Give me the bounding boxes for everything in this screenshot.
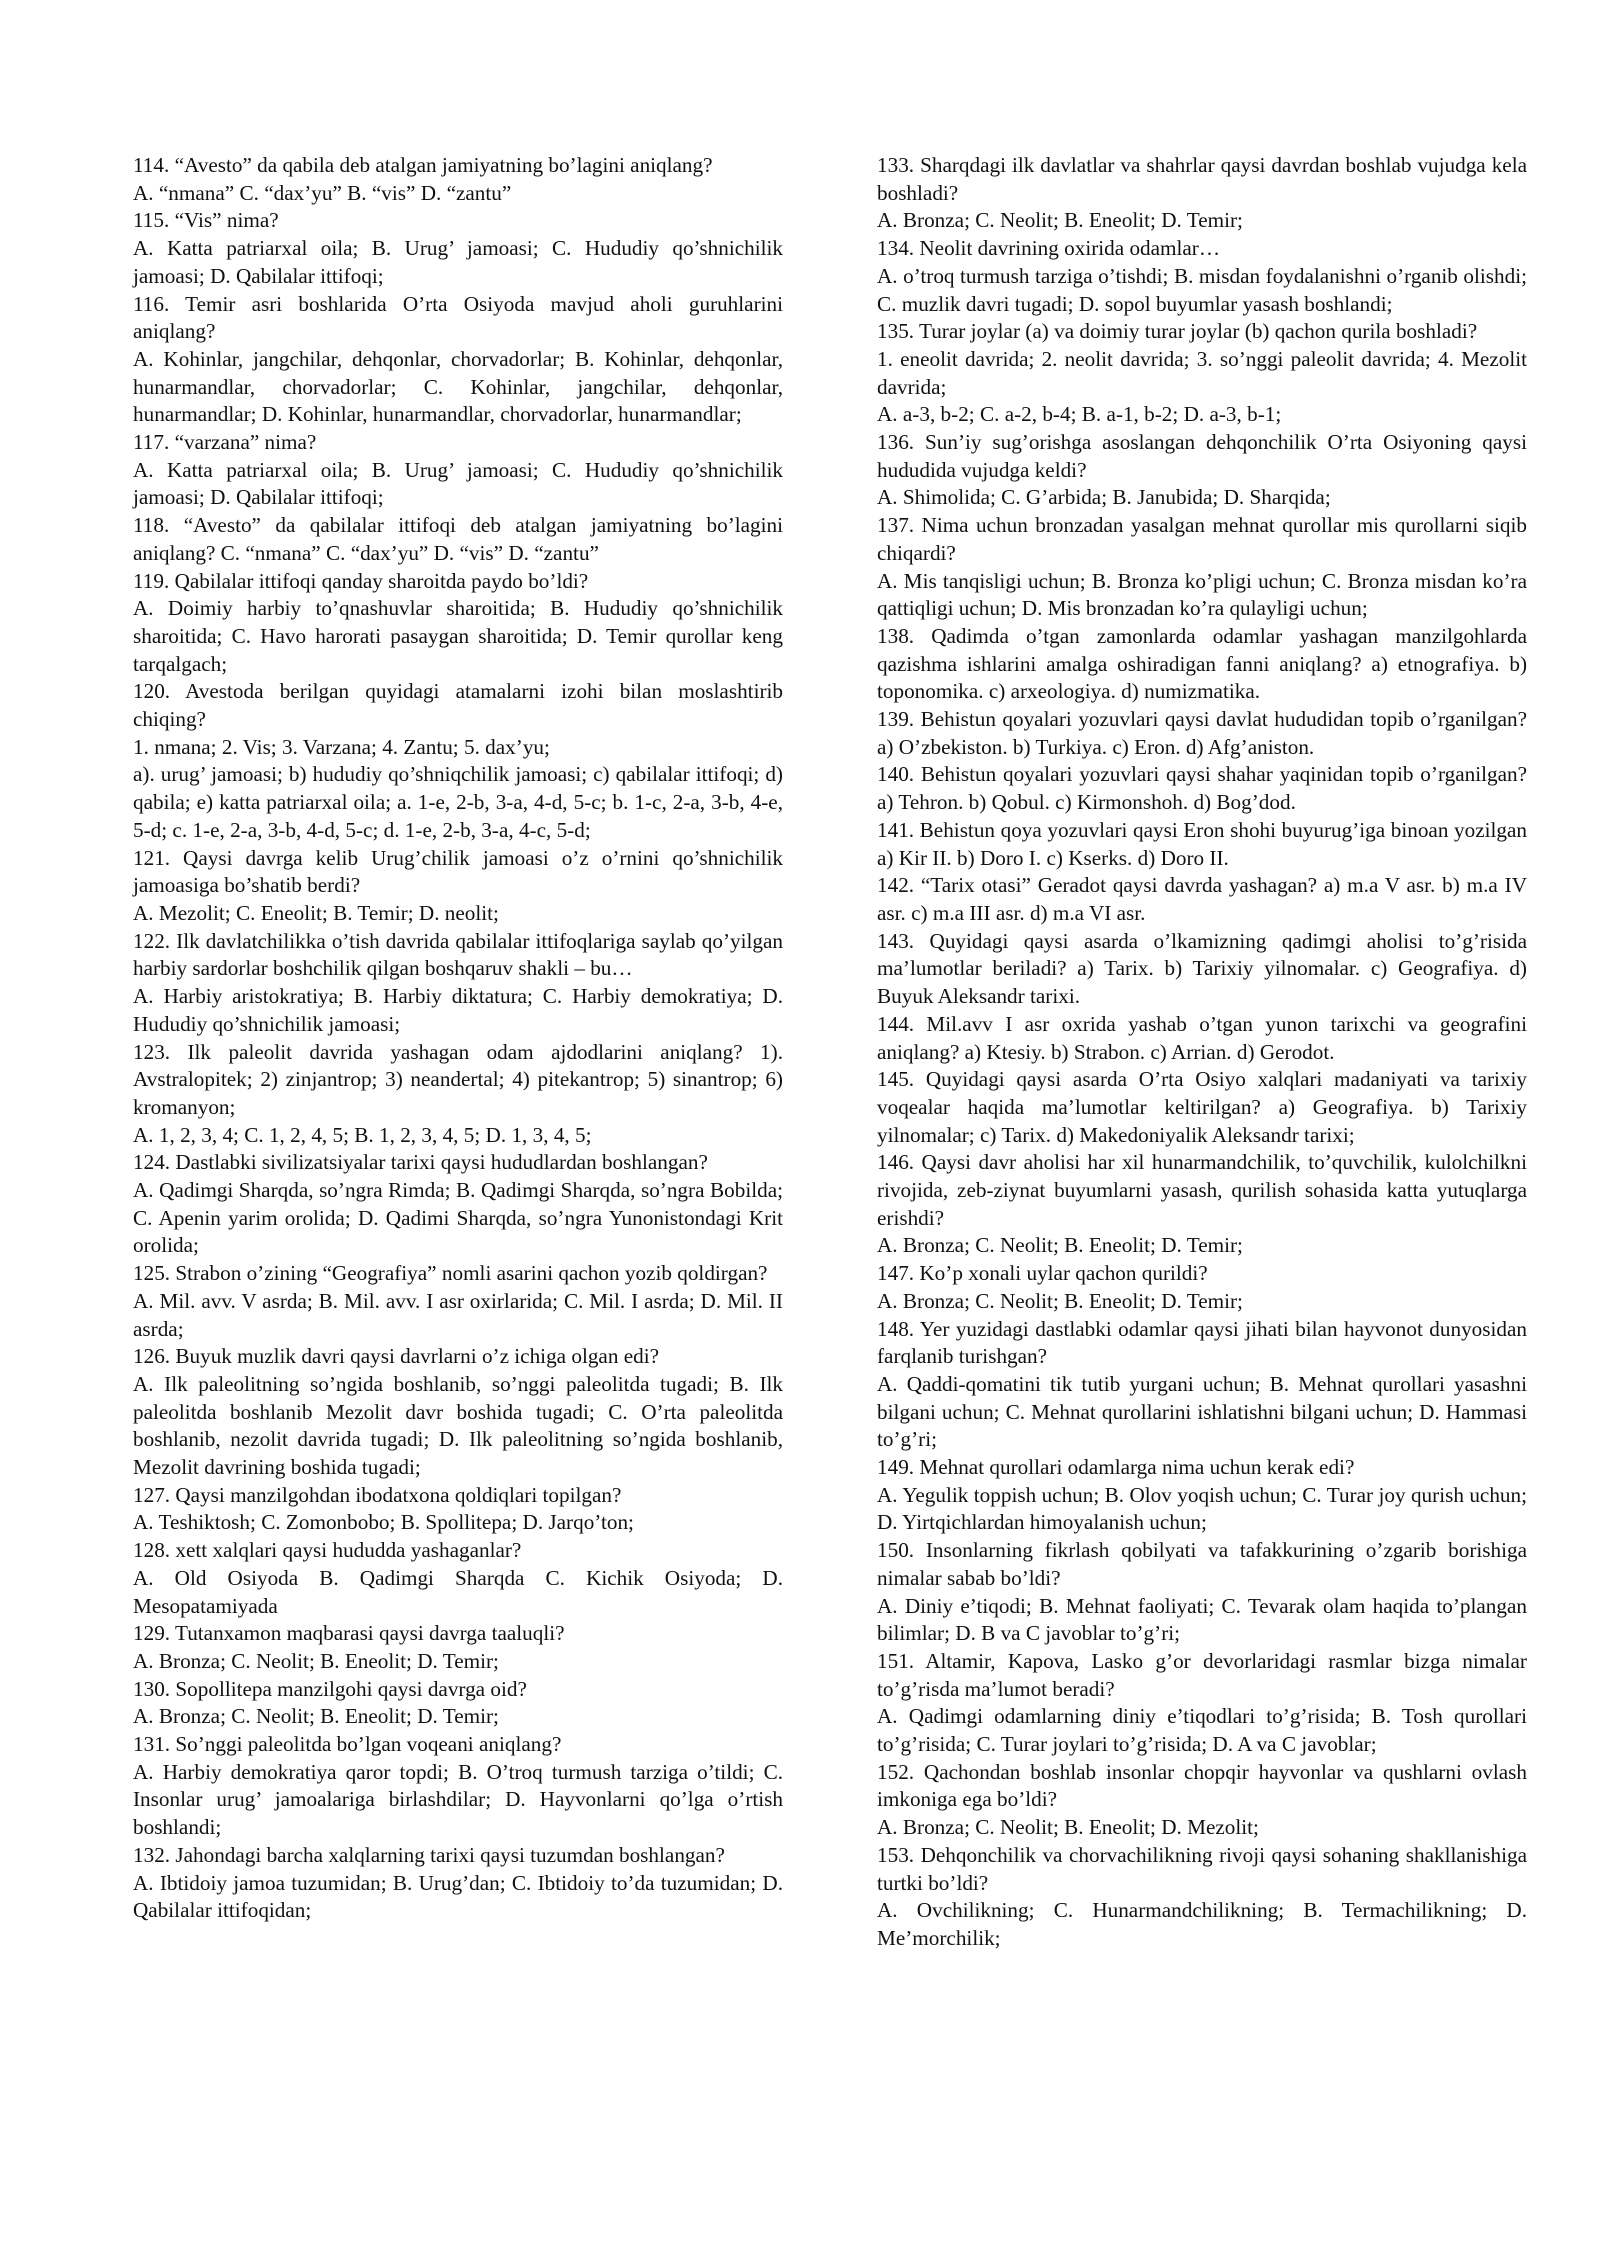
answer-options: A. Bronza; C. Neolit; B. Eneolit; D. Temir; [877, 1288, 1243, 1313]
question-text: 151. Altamir, Kapova, Lasko g’or devorlaridagi rasmlar bizga nimalar to’g’risda ma’lumot beradi? [877, 1648, 1527, 1701]
answer-options: A. Bronza; C. Neolit; B. Eneolit; D. Temir; [877, 208, 1243, 233]
answer-options: A. Doimiy harbiy to’qnashuvlar sharoitida; B. Hududiy qo’shnichilik sharoitida; C. Havo harorati pasaygan sharoitida; D. Temir qurollar keng tarqalgach; [133, 596, 783, 676]
question-text: 1. eneolit davrida; 2. neolit davrida; 3. so’nggi paleolit davrida; 4. Mezolit davrida; [877, 346, 1527, 399]
question-text: 143. Quyidagi qaysi asarda o’lkamizning qadimgi aholisi to’g’risida ma’lumotlar beriladi? a) Tarix. b) Tarixiy yilnomalar. c) Geografiya. d) Buyuk Aleksandr tarixi. [877, 928, 1527, 1009]
question-text: 145. Quyidagi qaysi asarda O’rta Osiyo xalqlari madaniyati va tarixiy voqealar haqida ma’lumotlar keltirilgan? a) Geografiya. b) Tarixiy yilnomalar; c) Tarix. d) Makedoniyalik Aleksandr tarixi; [877, 1067, 1527, 1147]
answer-options: A. Bronza; C. Neolit; B. Eneolit; D. Temir; [133, 1648, 499, 1673]
question-text: 118. “Avesto” da qabilalar ittifoqi deb atalgan jamiyatning bo’lagini aniqlang? C. “nmana” C. “dax’yu” D. “vis” D. “zantu” [133, 513, 783, 565]
answer-options: A. Katta patriarxal oila; B. Urug’ jamoasi; C. Hududiy qo’shnichilik jamoasi; D. Qabilalar ittifoqi; [133, 236, 783, 288]
answer-options: A. o’troq turmush tarziga o’tishdi; B. misdan foydalanishni o’rganib olishdi; C. muzlik davri tugadi; D. sopol buyumlar yasash boshlandi; [877, 263, 1527, 316]
answer-options: A. Old Osiyoda B. Qadimgi Sharqda C. Kichik Osiyoda; D. Mesopatamiyada [133, 1565, 783, 1618]
answer-options: A. “nmana” C. “dax’yu” B. “vis” D. “zantu” [133, 180, 512, 205]
question-text: 153. Dehqonchilik va chorvachilikning rivoji qaysi sohaning shakllanishiga turtki bo’ldi? [877, 1842, 1527, 1895]
question-text: 114. “Avesto” da qabila deb atalgan jamiyatning bo’lagini aniqlang? [133, 153, 713, 177]
question-text: 117. “varzana” nima? [133, 430, 317, 455]
question-text: 123. Ilk paleolit davrida yashagan odam ajdodlarini aniqlang? 1). Avstralopitek; 2) zinjantrop; 3) neandertal; 4) pitekantrop; 5) sinantrop; 6) kromanyon; [133, 1039, 783, 1119]
question-text: 116. Temir asri boshlarida O’rta Osiyoda mavjud aholi guruhlarini aniqlang? [133, 291, 783, 344]
question-text: 129. Tutanxamon maqbarasi qaysi davrga taaluqli? [133, 1621, 565, 1646]
answer-options: A. Qadimgi Sharqda, so’ngra Rimda; B. Qadimgi Sharqda, so’ngra Bobilda; C. Apenin yarim orolida; D. Qadimi Sharqda, so’ngra Yunonistondagi Krit orolida; [133, 1178, 783, 1258]
answer-options: A. Ibtidoiy jamoa tuzumidan; B. Urug’dan; C. Ibtidoiy to’da tuzumidan; D. Qabilalar ittifoqidan; [133, 1870, 783, 1923]
answer-options: A. a-3, b-2; C. a-2, b-4; B. a-1, b-2; D. a-3, b-1; [877, 402, 1282, 427]
question-text: 125. Strabon o’zining “Geografiya” nomli asarini qachon yozib qoldirgan? [133, 1261, 768, 1286]
question-text: 133. Sharqdagi ilk davlatlar va shahrlar qaysi davrdan boshlab vujudga kela boshladi? [877, 153, 1527, 205]
question-text: 127. Qaysi manzilgohdan ibodatxona qoldiqlari topilgan? [133, 1482, 622, 1507]
answer-options: A. Qadimgi odamlarning diniy e’tiqodlari to’g’risida; B. Tosh qurollari to’g’risida; C. Turar joylari to’g’risida; D. A va C javoblar; [877, 1704, 1527, 1757]
question-text: 122. Ilk davlatchilikka o’tish davrida qabilalar ittifoqlariga saylab qo’yilgan harbiy sardorlar boshchilik qilgan boshqaruv shakli – bu… [133, 928, 783, 981]
answer-options: A. Bronza; C. Neolit; B. Eneolit; D. Mezolit; [877, 1815, 1259, 1840]
question-text: 119. Qabilalar ittifoqi qanday sharoitda paydo bo’ldi? [133, 568, 589, 593]
answer-options: A. 1, 2, 3, 4; C. 1, 2, 4, 5; B. 1, 2, 3, 4, 5; D. 1, 3, 4, 5; [133, 1122, 592, 1147]
question-text: 131. So’nggi paleolitda bo’lgan voqeani aniqlang? [133, 1732, 562, 1757]
question-text: 147. Ko’p xonali uylar qachon qurildi? [877, 1261, 1208, 1286]
answer-options: A. Yegulik toppish uchun; B. Olov yoqish uchun; C. Turar joy qurish uchun; D. Yirtqichlardan himoyalanish uchun; [877, 1482, 1527, 1535]
question-text: 130. Sopollitepa manzilgohi qaysi davrga oid? [133, 1676, 527, 1701]
answer-options: A. Ovchilikning; C. Hunarmandchilikning; B. Termachilikning; D. Me’morchilik; [877, 1898, 1527, 1950]
answer-options: A. Mezolit; C. Eneolit; B. Temir; D. neolit; [133, 900, 499, 925]
answer-options: A. Harbiy demokratiya qaror topdi; B. O’troq turmush tarziga o’tildi; C. Insonlar urug’ jamoalariga birlashdilar; D. Hayvonlarni qo’lga o’rtish boshlandi; [133, 1759, 783, 1840]
answer-options: A. Katta patriarxal oila; B. Urug’ jamoasi; C. Hududiy qo’shnichilik jamoasi; D. Qabilalar ittifoqi; [133, 457, 783, 510]
question-text: 128. xett xalqlari qaysi hududda yashaganlar? [133, 1538, 522, 1563]
question-text: 149. Mehnat qurollari odamlarga nima uchun kerak edi? [877, 1455, 1355, 1480]
answer-options: A. Harbiy aristokratiya; B. Harbiy diktatura; C. Harbiy demokratiya; D. Hududiy qo’shnichilik jamoasi; [133, 984, 783, 1036]
question-text: 135. Turar joylar (a) va doimiy turar joylar (b) qachon qurila boshladi? [877, 319, 1478, 344]
answer-options: A. Mis tanqisligi uchun; B. Bronza ko’pligi uchun; C. Bronza misdan ko’ra qattiqligi uchun; D. Mis bronzadan ko’ra qulayligi uchun; [877, 568, 1527, 621]
answer-options: A. Mil. avv. V asrda; B. Mil. avv. I asr oxirlarida; C. Mil. I asrda; D. Mil. II asrda; [133, 1288, 783, 1341]
question-text: 138. Qadimda o’tgan zamonlarda odamlar yashagan manzilgohlarda qazishma ishlarini amalga oshiradigan fanni aniqlang? a) etnografiya. b) toponomika. c) arxeologiya. d) numizmatika. [877, 623, 1527, 704]
question-text: 142. “Tarix otasi” Geradot qaysi davrda yashagan? a) m.a V asr. b) m.a IV asr. c) m.a III asr. d) m.a VI asr. [877, 873, 1527, 925]
question-text: 121. Qaysi davrga kelib Urug’chilik jamoasi o’z o’rnini qo’shnichilik jamoasiga bo’shatib berdi? [133, 845, 783, 898]
question-text: 132. Jahondagi barcha xalqlarning tarixi qaysi tuzumdan boshlangan? [133, 1842, 725, 1867]
answer-options: A. Qaddi-qomatini tik tutib yurgani uchun; B. Mehnat qurollari yasashni bilgani uchun; C. Mehnat qurollarini ishlatishni bilgani uchun; D. Hammasi to’g’ri; [877, 1371, 1527, 1452]
answer-options: A. Teshiktosh; C. Zomonbobo; B. Spollitepa; D. Jarqo’ton; [133, 1510, 634, 1535]
right-column [877, 152, 1527, 1953]
question-text: 115. “Vis” nima? [133, 208, 279, 233]
answer-options: a). urug’ jamoasi; b) hududiy qo’shniqchilik jamoasi; c) qabilalar ittifoqi; d) qabila; e) katta patriarxal oila; a. 1-e, 2-b, 3-a, 4-d, 5-c; b. 1-c, 2-a, 3-b, 4-e, 5-d; c. 1-e, 2-a, 3-b, 4-d, 5-c; d. 1-e, 2-b, 3-a, 4-c, 5-d; [133, 762, 783, 842]
answer-options: A. Bronza; C. Neolit; B. Eneolit; D. Temir; [877, 1233, 1243, 1258]
left-column [133, 152, 783, 1925]
question-text: 124. Dastlabki sivilizatsiyalar tarixi qaysi hududlardan boshlangan? [133, 1150, 708, 1175]
question-text: 126. Buyuk muzlik davri qaysi davrlarni o’z ichiga olgan edi? [133, 1344, 660, 1369]
question-text: 1. nmana; 2. Vis; 3. Varzana; 4. Zantu; 5. dax’yu; [133, 734, 550, 759]
question-text: 136. Sun’iy sug’orishga asoslangan dehqonchilik O’rta Osiyoning qaysi hududida vujudga keldi? [877, 430, 1527, 482]
question-text: 152. Qachondan boshlab insonlar chopqir hayvonlar va qushlarni ovlash imkoniga ega bo’ldi? [877, 1759, 1527, 1812]
question-text: 141. Behistun qoya yozuvlari qaysi Eron shohi buyurug’iga binoan yozilgan a) Kir II. b) Doro I. c) Kserks. d) Doro II. [877, 817, 1527, 870]
question-text: 134. Neolit davrining oxirida odamlar… [877, 236, 1221, 261]
question-text: 146. Qaysi davr aholisi har xil hunarmandchilik, to’quvchilik, kulolchilkni rivojida, zeb-ziynat buyumlarni yasash, qurilish sohasida katta yutuqlarga erishdi? [877, 1150, 1527, 1230]
question-text: 140. Behistun qoyalari yozuvlari qaysi shahar yaqinidan topib o’rganilgan? a) Tehron. b) Qobul. c) Kirmonshoh. d) Bog’dod. [877, 762, 1527, 815]
question-text: 148. Yer yuzidagi dastlabki odamlar qaysi jihati bilan hayvonot dunyosidan farqlanib turishgan? [877, 1316, 1527, 1369]
question-text: 139. Behistun qoyalari yozuvlari qaysi davlat hududidan topib o’rganilgan? a) O’zbekiston. b) Turkiya. c) Eron. d) Afg’aniston. [877, 707, 1527, 759]
question-text: 144. Mil.avv I asr oxrida yashab o’tgan yunon tarixchi va geografini aniqlang? a) Ktesiy. b) Strabon. c) Arrian. d) Gerodot. [877, 1011, 1527, 1064]
question-text: 137. Nima uchun bronzadan yasalgan mehnat qurollar mis qurollarni siqib chiqardi? [877, 513, 1527, 565]
answer-options: A. Bronza; C. Neolit; B. Eneolit; D. Temir; [133, 1704, 499, 1729]
answer-options: A. Ilk paleolitning so’ngida boshlanib, so’nggi paleolitda tugadi; B. Ilk paleolitda boshlanib Mezolit davr boshida tugadi; C. O’rta paleolitda boshlanib, nezolit davrida tugadi; D. Ilk paleolitning so’ngida boshlanib, Mezolit davrining boshida tugadi; [133, 1371, 783, 1480]
question-text: 150. Insonlarning fikrlash qobilyati va tafakkurining o’zgarib borishiga nimalar sabab bo’ldi? [877, 1538, 1527, 1590]
answer-options: A. Shimolida; C. G’arbida; B. Janubida; D. Sharqida; [877, 485, 1331, 510]
question-text: 120. Avestoda berilgan quyidagi atamalarni izohi bilan moslashtirib chiqing? [133, 679, 783, 732]
answer-options: A. Diniy e’tiqodi; B. Mehnat faoliyati; C. Tevarak olam haqida to’plangan bilimlar; D. B va C javoblar to’g’ri; [877, 1593, 1527, 1646]
answer-options: A. Kohinlar, jangchilar, dehqonlar, chorvadorlar; B. Kohinlar, dehqonlar, hunarmandlar, chorvadorlar; C. Kohinlar, jangchilar, dehqonlar, hunarmandlar; D. Kohinlar, hunarmandlar, chorvadorlar, hunarmandlar; [133, 346, 783, 427]
